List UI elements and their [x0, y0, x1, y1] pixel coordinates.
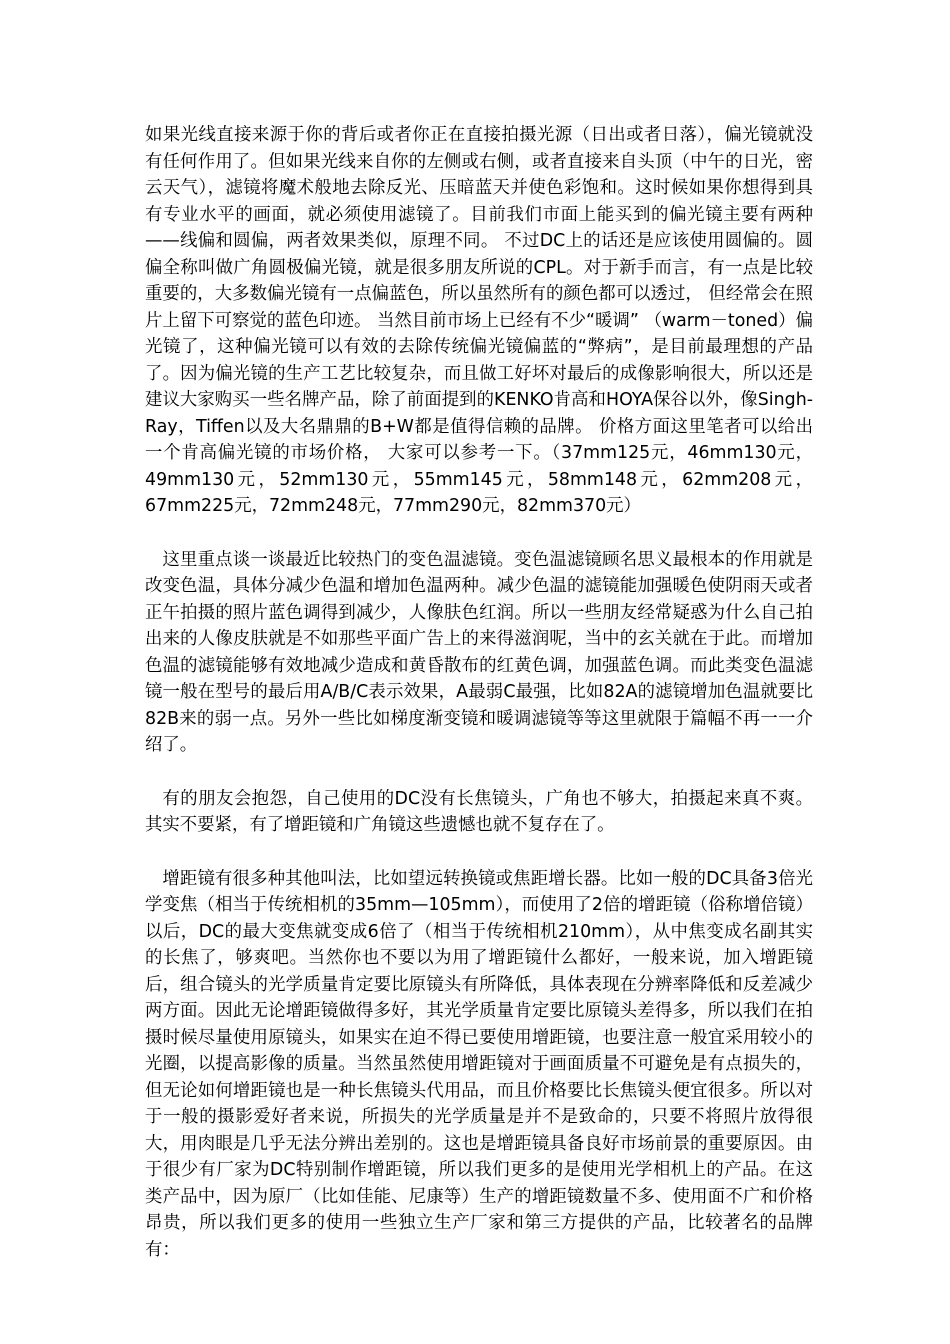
paragraph-teleconverter: 增距镜有很多种其他叫法，比如望远转换镜或焦距增长器。比如一般的DC具备3倍光学变焦（相当于传统相机的35mm—105mm），而使用了2倍的增距镜（俗称增倍镜）以后，DC的最大变焦就变成6倍了（相当于传统相机210mm），从中焦变成名副其实的长焦了，够爽吧。当然你也不要以为用了增距镜什么都好，一般来说，加入增距镜后，组合镜头的光学质量肯定要比原镜头有所降低，具体表现在分辨率降低和反差减少两方面。因此无论增距镜做得多好，其光学质量肯定要比原镜头差得多，所以我们在拍摄时候尽量使用原镜头，如果实在迫不得已要使用增距镜，也要注意一般宜采用较小的光圈，以提高影像的质量。当然虽然使用增距镜对于画面质量不可避免是有点损失的，但无论如何增距镜也是一种长焦镜头代用品，而且价格要比长焦镜头便宜很多。所以对于一般的摄影爱好者来说，所损失的光学质量是并不是致命的，只要不将照片放得很大，用肉眼是几乎无法分辨出差别的。这也是增距镜具备良好市场前景的重要原因。由于很少有厂家为DC特别制作增距镜，所以我们更多的是使用光学相机上的产品。在这类产品中，因为原厂（比如佳能、尼康等）生产的增距镜数量不多、使用面不广和价格昂贵，所以我们更多的使用一些独立生产厂家和第三方提供的产品，比较著名的品牌有： — [145, 868, 813, 1260]
paragraph-polarizer: 如果光线直接来源于你的背后或者你正在直接拍摄光源（日出或者日落），偏光镜就没有任何作用了。但如果光线来自你的左侧或右侧，或者直接来自头顶（中午的日光，密云天气），滤镜将魔术般地去除反光、压暗蓝天并使色彩饱和。这时候如果你想得到具有专业水平的画面，就必须使用滤镜了。目前我们市面上能买到的偏光镜主要有两种——线偏和圆偏，两者效果类似，原理不同。 不过DC上的话还是应该使用圆偏的。圆偏全称叫做广角圆极偏光镜，就是很多朋友所说的CPL。对于新手而言，有一点是比较重要的，大多数偏光镜有一点偏蓝色，所以虽然所有的颜色都可以透过， 但经常会在照片上留下可察觉的蓝色印迹。 当然目前市场上已经有不少“暖调” （warm－toned）偏光镜了，这种偏光镜可以有效的去除传统偏光镜偏蓝的“弊病”，是目前最理想的产品了。因为偏光镜的生产工艺比较复杂，而且做工好坏对最后的成像影响很大，所以还是建议大家购买一些名牌产品，除了前面提到的KENKO肯高和HOYA保谷以外，像Singh-Ray，Tiffen以及大名鼎鼎的B+W都是值得信赖的品牌。 价格方面这里笔者可以给出一个肯高偏光镜的市场价格， 大家可以参考一下。（37mm125元，46mm130元，49mm130元，52mm130元，55mm145元，58mm148元，62mm208元，67mm225元，72mm248元，77mm290元，82mm370元） — [145, 125, 813, 516]
paragraph-intro-converters: 有的朋友会抱怨，自己使用的DC没有长焦镜头，广角也不够大，拍摄起来真不爽。其实不要紧，有了增距镜和广角镜这些遗憾也就不复存在了。 — [145, 788, 813, 835]
document-body — [145, 122, 813, 1290]
paragraph-color-temperature-filter: 这里重点谈一谈最近比较热门的变色温滤镜。变色温滤镜顾名思义最根本的作用就是改变色温，具体分减少色温和增加色温两种。减少色温的滤镜能加强暖色使阴雨天或者正午拍摄的照片蓝色调得到减少，人像肤色红润。所以一些朋友经常疑惑为什么自己拍出来的人像皮肤就是不如那些平面广告上的来得滋润呢，当中的玄关就在于此。而增加色温的滤镜能够有效地减少造成和黄昏散布的红黄色调，加强蓝色调。而此类变色温滤镜一般在型号的最后用A/B/C表示效果，A最弱C最强，比如82A的滤镜增加色温就要比82B来的弱一点。另外一些比如梯度渐变镜和暖调滤镜等等这里就限于篇幅不再一一介绍了。 — [145, 549, 813, 755]
